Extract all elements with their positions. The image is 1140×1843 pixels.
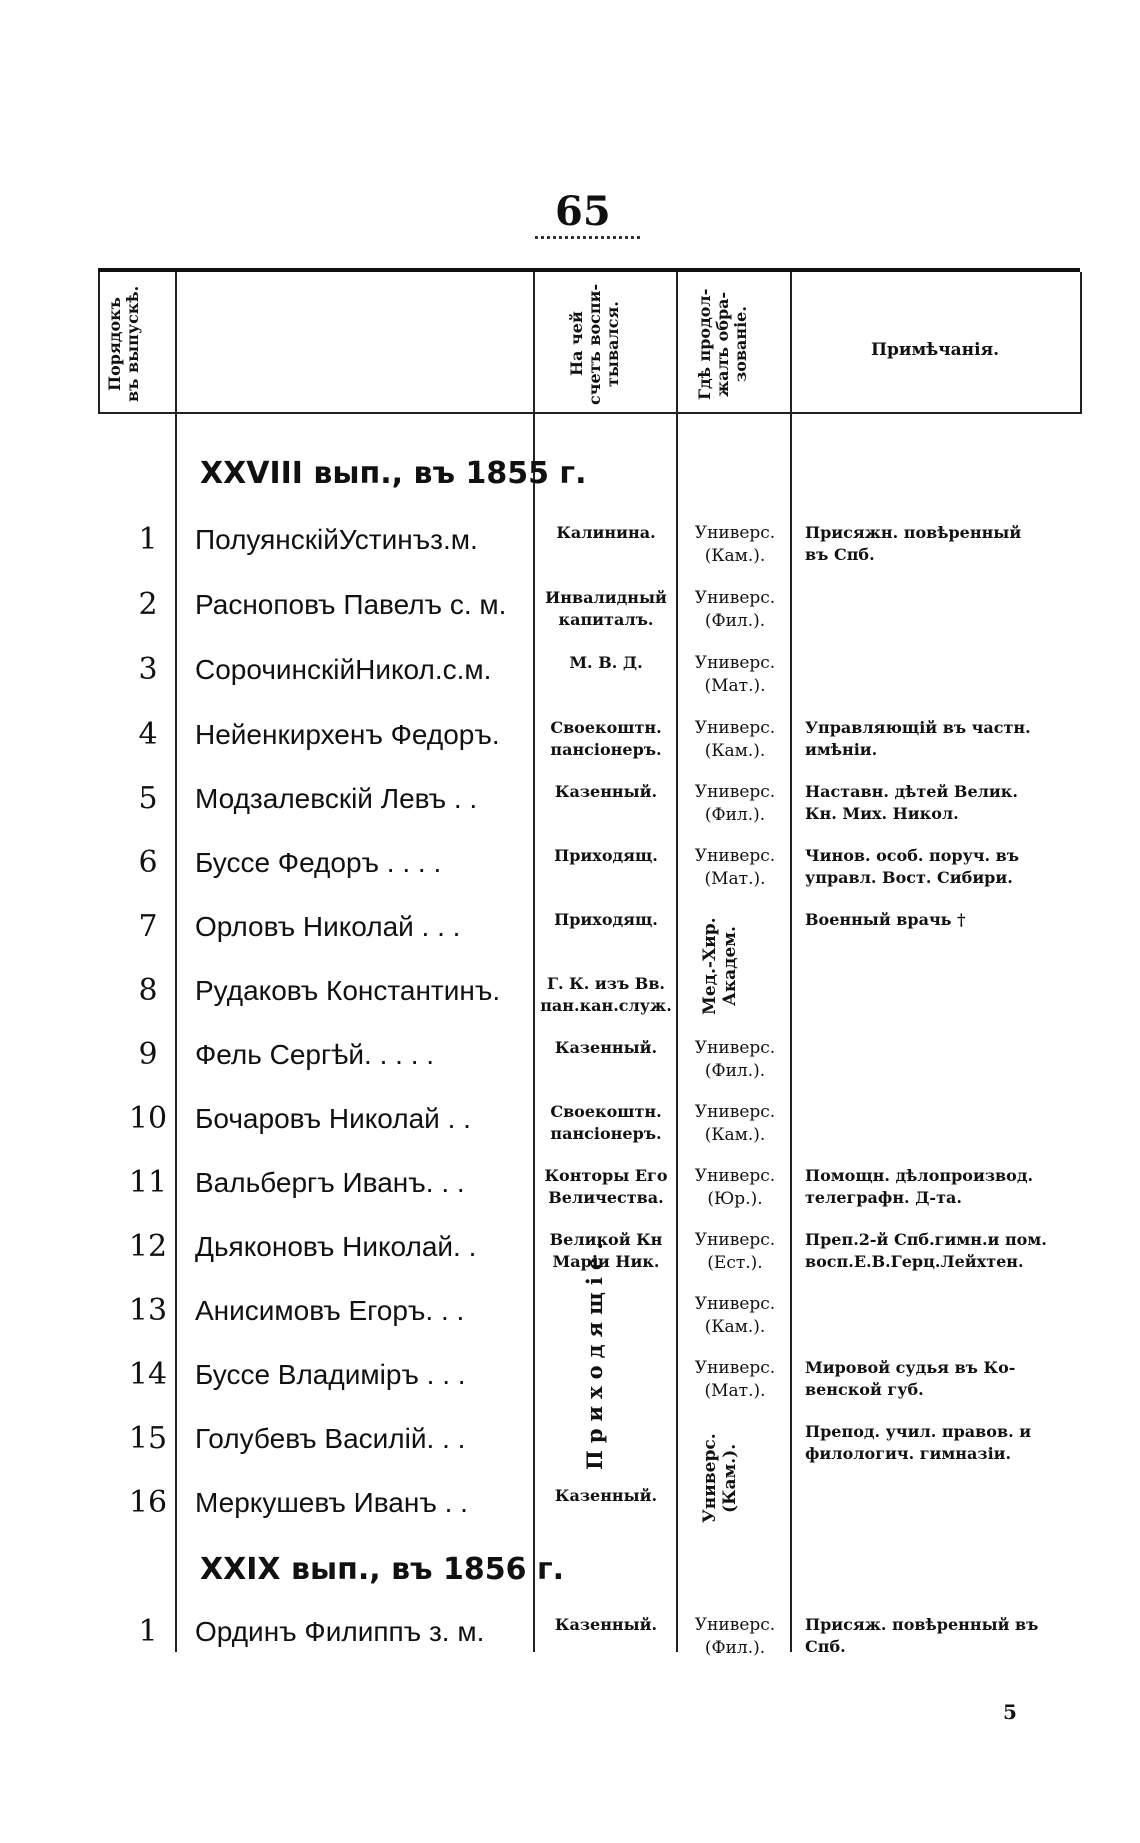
- row-name: Модзалевскій Левъ . .: [195, 783, 478, 814]
- row-number: 3: [138, 652, 158, 687]
- row-number: 12: [128, 1229, 168, 1264]
- row-name: Буссе Владиміръ . . .: [195, 1359, 466, 1390]
- merged-univ-kam: Универс. (Кам.).: [700, 1433, 740, 1523]
- row-note: Помощн. дѣлопроизвод. телеграфн. Д-та.: [805, 1166, 1034, 1207]
- row-funding: Инвалидный капиталъ.: [545, 588, 667, 629]
- row-number: 1: [138, 522, 158, 557]
- row-funding: Великой Кн Маріи Ник.: [549, 1230, 663, 1271]
- row-education: Универс. (Кам.).: [694, 718, 776, 761]
- row-education: Универс. (Кам.).: [694, 523, 776, 566]
- row-education: Универс. (Фил.).: [694, 782, 776, 825]
- row-education: Универс. (Юр.).: [694, 1166, 776, 1209]
- row-name: Расноповъ Павелъ с. м.: [195, 589, 507, 620]
- row-name: Анисимовъ Егоръ. . .: [195, 1295, 465, 1326]
- row-funding: Своекоштн. пансіонеръ.: [550, 1102, 662, 1143]
- row-name: Буссе Федоръ . . . .: [195, 847, 442, 878]
- column-rule-3: [676, 272, 678, 1652]
- row-funding: Приходящ.: [554, 910, 658, 929]
- section-title: XXVIII вып., въ 1855 г.: [200, 456, 587, 491]
- row-name: Дьяконовъ Николай. .: [195, 1231, 477, 1262]
- row-number: 15: [128, 1421, 168, 1456]
- row-education: Универс. (Кам.).: [694, 1102, 776, 1145]
- row-number: 10: [128, 1101, 168, 1136]
- row-note: Препод. учил. правов. и филологич. гимназіи.: [805, 1422, 1032, 1463]
- page-number-rule: [535, 236, 640, 239]
- row-education: Универс. (Фил.).: [694, 588, 776, 631]
- row-name: Фель Сергѣй. . . . .: [195, 1039, 435, 1070]
- table-top-rule: [98, 268, 1080, 272]
- row-funding: Своекоштн. пансіонеръ.: [550, 718, 662, 759]
- row-note: Преп.2-й Спб.гимн.и пом. восп.Е.В.Герц.Лейхтен.: [805, 1230, 1047, 1271]
- row-funding: Казенный.: [554, 1615, 658, 1634]
- row-number: 5: [138, 781, 158, 816]
- row-education: Универс. (Кам.).: [694, 1294, 776, 1337]
- row-funding: Приходящ.: [554, 846, 658, 865]
- row-name: Голубевъ Василій. . .: [195, 1423, 466, 1454]
- row-number: 14: [128, 1357, 168, 1392]
- row-number: 8: [138, 973, 158, 1008]
- page-number: 65: [555, 188, 611, 235]
- row-note: Присяж. повѣренный въ Спб.: [805, 1615, 1039, 1656]
- row-number: 16: [128, 1485, 168, 1520]
- row-number: 9: [138, 1037, 158, 1072]
- row-name: Рудаковъ Константинъ.: [195, 975, 501, 1006]
- row-name: СорочинскійНикол.с.м.: [195, 654, 492, 685]
- row-funding: Конторы Его Величества.: [544, 1166, 668, 1207]
- row-note: Присяжн. повѣренный въ Спб.: [805, 523, 1022, 564]
- row-funding: Казенный.: [554, 1038, 658, 1057]
- row-name: Орловъ Николай . . .: [195, 911, 461, 942]
- row-note: Военный врачь †: [805, 910, 966, 929]
- row-education: Универс. (Фил.).: [694, 1615, 776, 1658]
- section-title: XXIX вып., въ 1856 г.: [200, 1552, 565, 1587]
- row-education: Универс. (Мат.).: [694, 1358, 776, 1401]
- row-name: Меркушевъ Иванъ . .: [195, 1487, 468, 1518]
- row-number: 11: [128, 1165, 168, 1200]
- row-funding: Казенный.: [554, 1486, 658, 1505]
- row-number: 4: [138, 717, 158, 752]
- merged-med-academy: Мед.-Хир. Академ.: [700, 917, 740, 1015]
- merged-visiting: Приходящіе.: [582, 1235, 607, 1470]
- row-number: 1: [138, 1614, 158, 1649]
- footer-mark: 5: [1003, 1700, 1017, 1724]
- row-note: Управляющій въ частн. имѣніи.: [805, 718, 1031, 759]
- row-note: Мировой судья въ Ко- венской губ.: [805, 1358, 1016, 1399]
- row-number: 13: [128, 1293, 168, 1328]
- row-name: Ординъ Филиппъ з. м.: [195, 1616, 485, 1647]
- column-rule-left: [98, 272, 100, 412]
- row-name: Бочаровъ Николай . .: [195, 1103, 471, 1134]
- row-education: Универс. (Мат.).: [694, 846, 776, 889]
- row-name: ПолуянскійУстинъз.м.: [195, 524, 478, 555]
- row-number: 2: [138, 587, 158, 622]
- row-name: Нейенкирхенъ Федоръ.: [195, 719, 500, 750]
- header-bottom-rule: [98, 412, 1082, 414]
- row-funding: Г. К. изъ Вв. пан.кан.служ.: [540, 974, 672, 1015]
- row-education: Универс. (Фил.).: [694, 1038, 776, 1081]
- row-name: Вальбергъ Иванъ. . .: [195, 1167, 465, 1198]
- column-rule-4: [790, 272, 792, 1652]
- header-notes: Примѣчанія.: [870, 340, 1000, 360]
- row-education: Универс. (Ест.).: [694, 1230, 776, 1273]
- row-number: 7: [138, 909, 158, 944]
- row-funding: Калинина.: [556, 523, 656, 542]
- row-education: Универс. (Мат.).: [694, 653, 776, 696]
- header-order: Порядокъ въ выпускѣ.: [105, 285, 142, 403]
- row-note: Чинов. особ. поруч. въ управл. Вост. Сибири.: [805, 846, 1020, 887]
- column-rule-right: [1080, 272, 1082, 412]
- header-funding: На чей счетъ воспи- тывался.: [567, 283, 622, 405]
- row-note: Наставн. дѣтей Велик. Кн. Мих. Никол.: [805, 782, 1018, 823]
- header-education: Гдѣ продол- жалъ обра- зованіе.: [695, 288, 750, 400]
- row-number: 6: [138, 845, 158, 880]
- row-funding: М. В. Д.: [569, 653, 643, 672]
- row-funding: Казенный.: [554, 782, 658, 801]
